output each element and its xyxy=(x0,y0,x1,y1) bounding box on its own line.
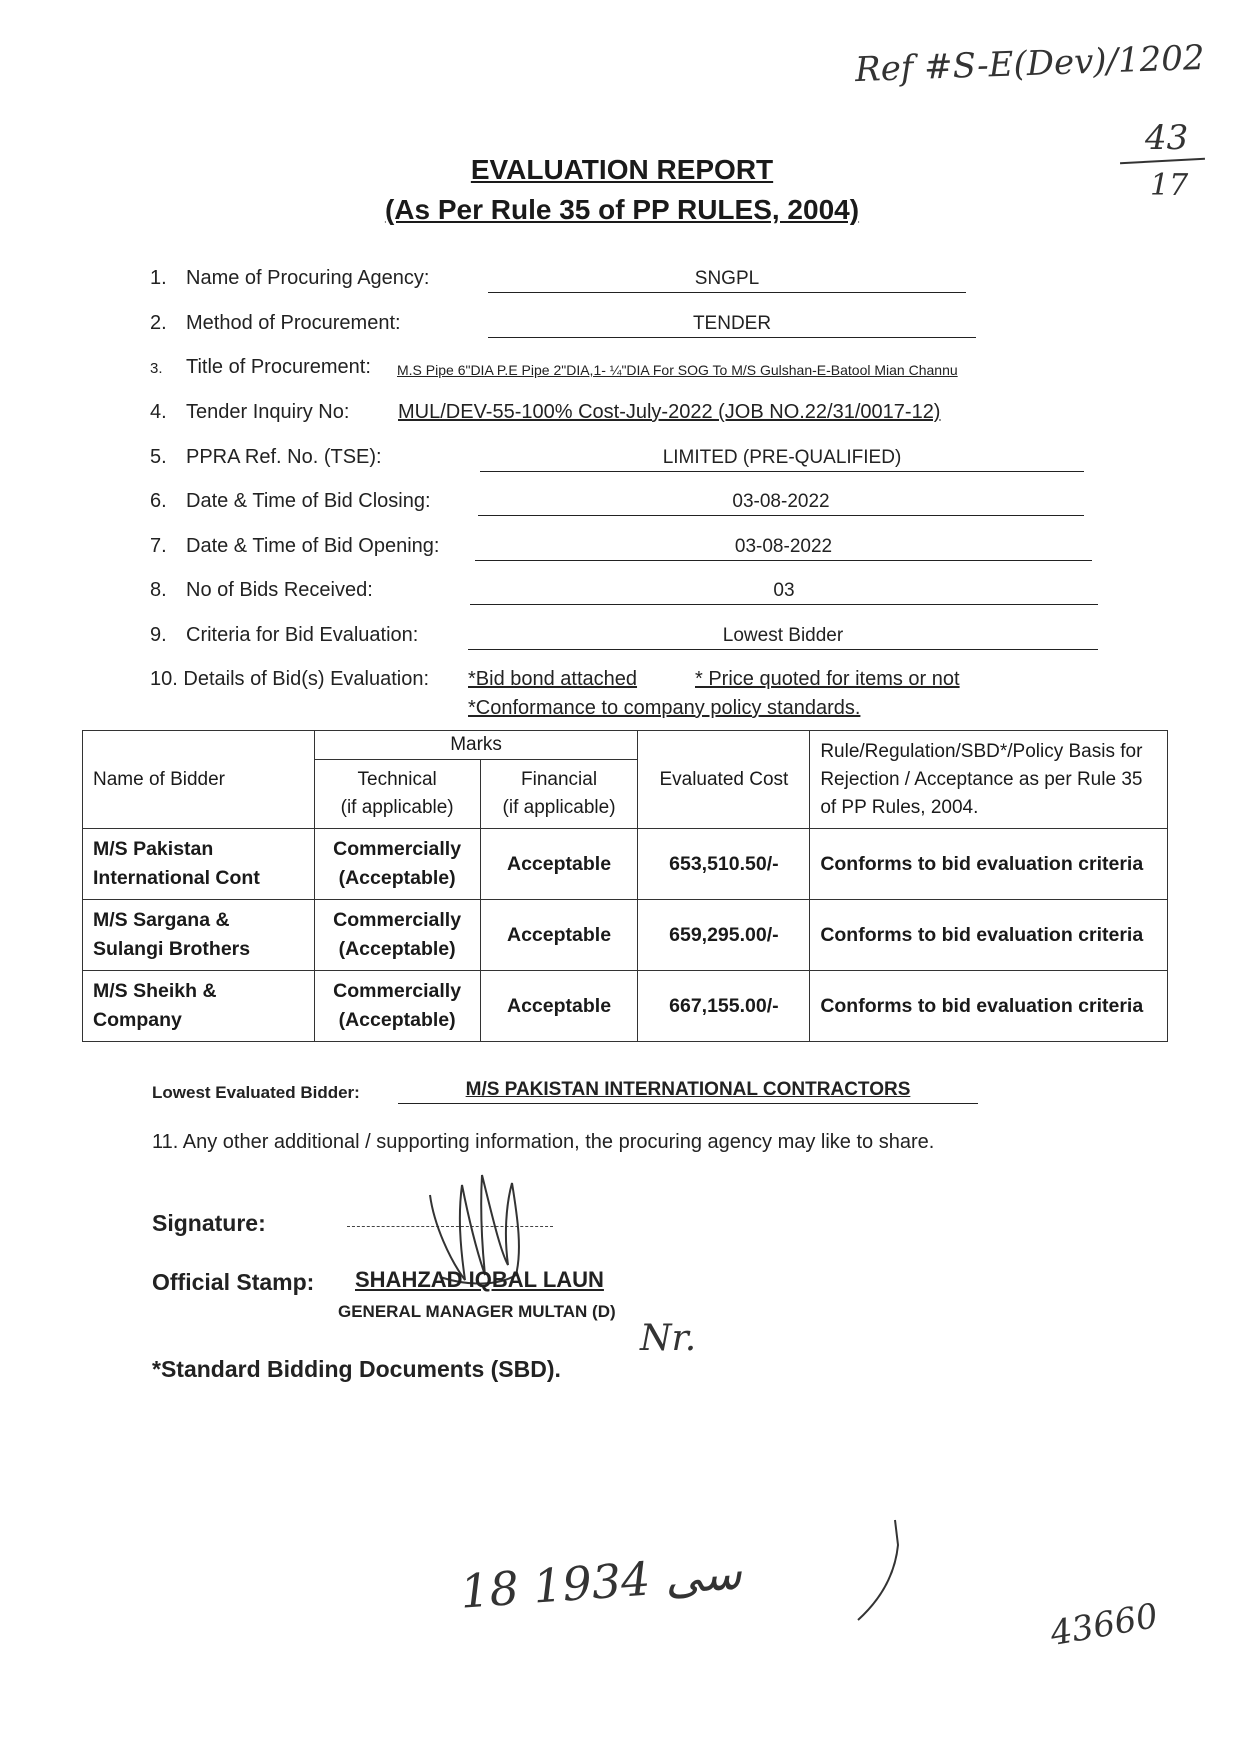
field-3-value: M.S Pipe 6"DIA P.E Pipe 2"DIA,1- ¼"DIA For SOG To M/S Gulshan-E-Batool Mian Channu xyxy=(397,362,958,378)
field-label: No of Bids Received: xyxy=(186,579,373,601)
field-2-value: TENDER xyxy=(488,311,976,338)
stamp-title: GENERAL MANAGER MULTAN (D) xyxy=(338,1302,616,1321)
field-label: Tender Inquiry No: xyxy=(186,401,350,423)
field-8 xyxy=(150,579,373,602)
cell-technical: Commercially (Acceptable) xyxy=(314,829,480,900)
handwritten-bottom-note: 18 سی 1934 xyxy=(458,1545,744,1619)
handwritten-bottom-number: 43660 xyxy=(1047,1595,1161,1655)
field-number: 7. xyxy=(150,535,167,557)
handwritten-initial: Nr. xyxy=(640,1318,697,1359)
table-row xyxy=(83,829,1168,900)
cell-financial: Acceptable xyxy=(480,971,638,1042)
field-label: Details of Bid(s) Evaluation: xyxy=(183,668,430,690)
cell-rule-basis: Conforms to bid evaluation criteria xyxy=(810,829,1168,900)
field-number: 2. xyxy=(150,312,167,334)
lowest-bidder-value: M/S PAKISTAN INTERNATIONAL CONTRACTORS xyxy=(398,1077,978,1104)
footnote: *Standard Bidding Documents (SBD). xyxy=(152,1356,561,1382)
cell-rule-basis: Conforms to bid evaluation criteria xyxy=(810,971,1168,1042)
table-header-row xyxy=(83,731,1168,760)
field-2 xyxy=(150,312,401,335)
field-1 xyxy=(150,267,429,290)
cell-rule-basis: Conforms to bid evaluation criteria xyxy=(810,900,1168,971)
field-number: 10. xyxy=(150,668,178,690)
stamp-name: SHAHZAD IQBAL LAUN xyxy=(355,1267,604,1292)
field-label: Method of Procurement: xyxy=(186,312,401,334)
field-label: Date & Time of Bid Opening: xyxy=(186,535,440,557)
field-4-value: MUL/DEV-55-100% Cost-July-2022 (JOB NO.22/31/0017-12) xyxy=(398,401,941,423)
field-label: Name of Procuring Agency: xyxy=(186,267,430,289)
table-row xyxy=(83,900,1168,971)
handwritten-fraction-bottom: 17 xyxy=(1150,168,1189,203)
field-7-value: 03-08-2022 xyxy=(475,534,1092,561)
cell-technical: Commercially (Acceptable) xyxy=(314,900,480,971)
cell-bidder-name: M/S Sargana & Sulangi Brothers xyxy=(83,900,315,971)
handwritten-ref: Ref #S-E(Dev)/1202 xyxy=(854,37,1206,91)
field-number: 1. xyxy=(150,267,167,289)
bids-table xyxy=(82,730,1168,1042)
handwritten-slash xyxy=(850,1515,910,1625)
cell-bidder-name: M/S Pakistan International Cont xyxy=(83,829,315,900)
field-number: 3. xyxy=(150,360,163,377)
field-3 xyxy=(150,356,371,379)
field-4 xyxy=(150,401,349,424)
field-label: Criteria for Bid Evaluation: xyxy=(186,624,419,646)
field-10-value-2: * Price quoted for items or not xyxy=(695,668,960,690)
cell-financial: Acceptable xyxy=(480,900,638,971)
cell-bidder-name: M/S Sheikh & Company xyxy=(83,971,315,1042)
field-label: Date & Time of Bid Closing: xyxy=(186,490,431,512)
lowest-bidder-label: Lowest Evaluated Bidder: xyxy=(152,1083,360,1102)
cell-evaluated-cost: 667,155.00/- xyxy=(638,971,810,1042)
field-number: 6. xyxy=(150,490,167,512)
official-stamp-label: Official Stamp: xyxy=(152,1269,315,1295)
field-5 xyxy=(150,446,382,469)
cell-evaluated-cost: 653,510.50/- xyxy=(638,829,810,900)
report-title: EVALUATION REPORT xyxy=(470,154,774,185)
col-marks: Marks xyxy=(314,731,638,760)
cell-evaluated-cost: 659,295.00/- xyxy=(638,900,810,971)
field-number: 5. xyxy=(150,446,167,468)
field-10-value: *Bid bond attached xyxy=(468,668,638,690)
item-11: 11. Any other additional / supporting information, the procuring agency may like to share. xyxy=(152,1131,935,1153)
handwritten-fraction-top: 43 xyxy=(1145,118,1189,158)
field-5-value: LIMITED (PRE-QUALIFIED) xyxy=(480,445,1084,472)
cell-financial: Acceptable xyxy=(480,829,638,900)
field-10 xyxy=(150,668,429,691)
field-number: 8. xyxy=(150,579,167,601)
cell-technical: Commercially (Acceptable) xyxy=(314,971,480,1042)
report-subtitle: (As Per Rule 35 of PP RULES, 2004) xyxy=(384,194,860,225)
col-rule-basis: Rule/Regulation/SBD*/Policy Basis for Rejection / Acceptance as per Rule 35 of PP Rules, 2004. xyxy=(810,731,1168,829)
field-9-value: Lowest Bidder xyxy=(468,623,1098,650)
field-label: PPRA Ref. No. (TSE): xyxy=(186,446,382,468)
col-financial: Financial (if applicable) xyxy=(480,760,638,829)
field-label: Title of Procurement: xyxy=(186,356,371,378)
col-evaluated-cost: Evaluated Cost xyxy=(638,731,810,829)
field-8-value: 03 xyxy=(470,578,1098,605)
field-6 xyxy=(150,490,431,513)
signature-label: Signature: xyxy=(152,1210,266,1236)
field-9 xyxy=(150,624,418,647)
field-7 xyxy=(150,535,439,558)
field-6-value: 03-08-2022 xyxy=(478,489,1084,516)
table-row xyxy=(83,971,1168,1042)
field-number: 4. xyxy=(150,401,167,423)
field-1-value: SNGPL xyxy=(488,266,966,293)
col-name-of-bidder: Name of Bidder xyxy=(83,731,315,829)
field-10-value-3: *Conformance to company policy standards. xyxy=(468,697,861,719)
field-number: 9. xyxy=(150,624,167,646)
col-technical: Technical (if applicable) xyxy=(314,760,480,829)
